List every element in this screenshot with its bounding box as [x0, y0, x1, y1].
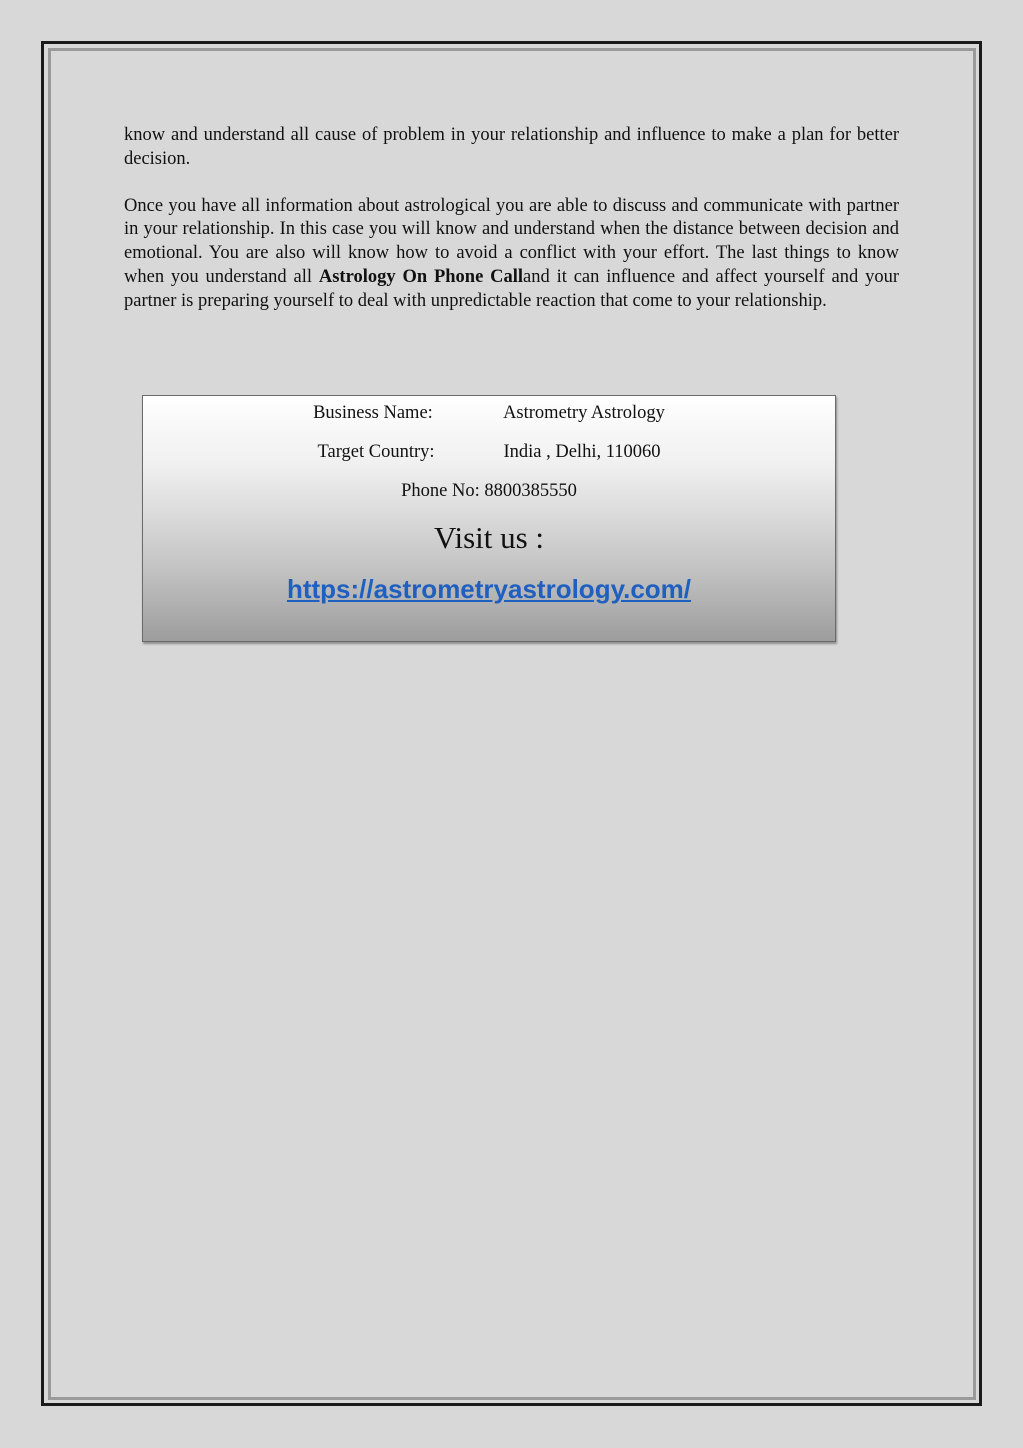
paragraph-2: [124, 195, 899, 314]
phone-number: Phone No: 8800385550: [401, 481, 577, 501]
website-link[interactable]: https://astrometryastrology.com/: [286, 574, 692, 604]
paragraph-2-bold-keyword: Astrology On Phone Call: [318, 266, 524, 287]
business-name-row: [143, 403, 835, 424]
target-country-label: Target Country:: [317, 442, 435, 462]
paragraph-1: [124, 124, 899, 172]
paragraph-2-text-end: and it can influence and affect yourself and your partner is preparing yourself to deal with unpredictable reaction that come to your relationship.: [124, 266, 899, 311]
target-country-value: India , Delhi, 110060: [503, 442, 661, 462]
business-name-label: Business Name:: [313, 403, 433, 423]
target-country-row: [143, 442, 835, 463]
business-info-box: [142, 395, 836, 642]
visit-us-heading: Visit us :: [433, 520, 545, 555]
paragraph-1-text: know and understand all cause of problem in your relationship and influence to make a plan for better decision.: [124, 125, 899, 169]
body-text: [124, 124, 899, 337]
paragraph-2-text-start: Once you have all information about astrological you are able to discuss and communicate with partner in your relationship. In this case you will know and understand when the distance between decision and emotional. You are also will know how to avoid a conflict with your effort. The last things to know when you understand all: [124, 195, 899, 287]
business-name-value: Astrometry Astrology: [503, 403, 665, 423]
